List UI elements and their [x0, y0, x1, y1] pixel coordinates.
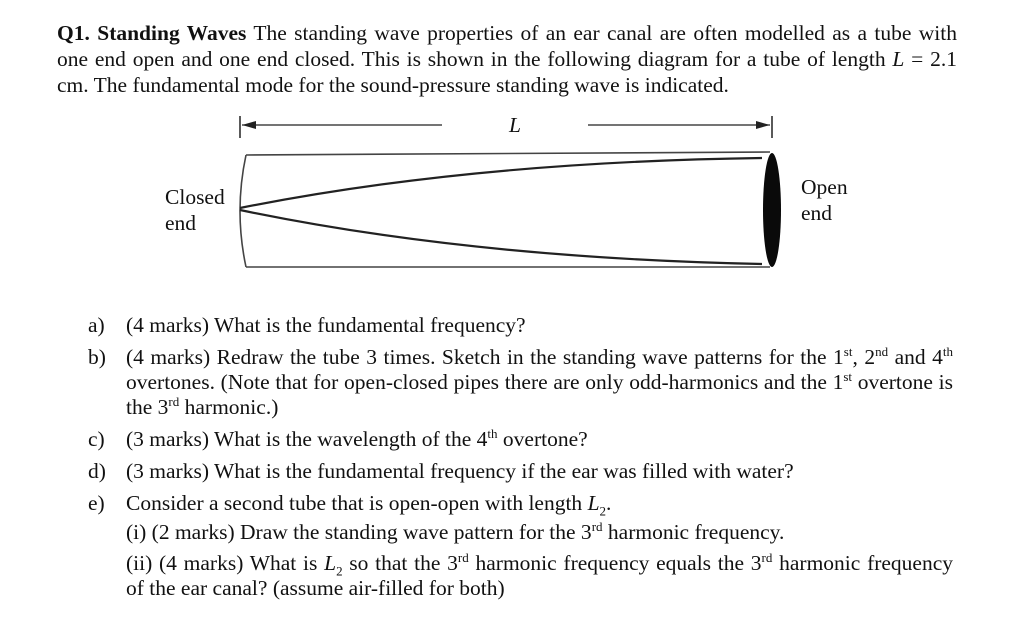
question-e-part-ii: (ii) (4 marks) What is $L_2$ so that the 3rd harmonic frequency equals the 3rd harmonic frequency of the ear canal? (assume air-filled for both)	[126, 549, 954, 600]
question-text: (4 marks) Redraw the tube 3 times. Sketch in the standing wave patterns for the 1st, 2nd and 4th overtones. (Note that for open-closed pipes there are only odd-harmonics and the 1st overtone is the 3rd harmonic.)	[126, 343, 953, 419]
question-d	[88, 459, 953, 484]
question-list	[88, 313, 953, 607]
tube-top-wall	[246, 152, 770, 155]
length-value: = 2.1 cm.	[57, 47, 957, 97]
open-end-label	[801, 174, 848, 226]
open-end-label-line2: end	[801, 201, 833, 225]
tube-open-end	[763, 153, 781, 267]
question-c	[88, 427, 953, 452]
question-a	[88, 313, 953, 338]
question-letter: b)	[88, 345, 106, 369]
wave-envelope-lower	[240, 210, 762, 264]
question-letter: a)	[88, 313, 105, 337]
wave-envelope-upper	[240, 158, 762, 208]
length-variable: L	[892, 47, 905, 71]
question-letter: c)	[88, 427, 105, 451]
closed-end-label	[165, 184, 225, 236]
tube-diagram	[150, 112, 870, 282]
question-text: (3 marks) What is the fundamental frequency if the ear was filled with water?	[126, 459, 794, 483]
intro-text-2: The fundamental mode for the sound-pressure standing wave is indicated.	[93, 73, 729, 97]
question-e-part-i: (i) (2 marks) Draw the standing wave pattern for the 3rd harmonic frequency.	[126, 518, 785, 544]
intro-paragraph	[57, 20, 957, 98]
closed-end-label-line2: end	[165, 211, 197, 235]
question-b	[88, 345, 953, 420]
question-letter: e)	[88, 491, 105, 515]
closed-end-label-line1: Closed	[165, 185, 225, 209]
arrowhead-right	[756, 121, 770, 129]
arrowhead-left	[242, 121, 256, 129]
question-text: (3 marks) What is the wavelength of the 4th overtone?	[126, 425, 588, 451]
intro-text-1: The standing wave properties of an ear canal are often modelled as a tube with one end open and one end closed. This is shown in the following diagram for a tube of length	[57, 21, 958, 71]
question-text: (4 marks) What is the fundamental frequency?	[126, 313, 526, 337]
question-number: Q1.	[57, 21, 90, 45]
length-label: L	[509, 113, 521, 137]
question-letter: d)	[88, 459, 106, 483]
question-e	[88, 491, 953, 519]
question-text: Consider a second tube that is open-open with length $L_2$.	[126, 491, 612, 519]
question-topic: Standing Waves	[97, 21, 247, 45]
open-end-label-line1: Open	[801, 175, 848, 199]
